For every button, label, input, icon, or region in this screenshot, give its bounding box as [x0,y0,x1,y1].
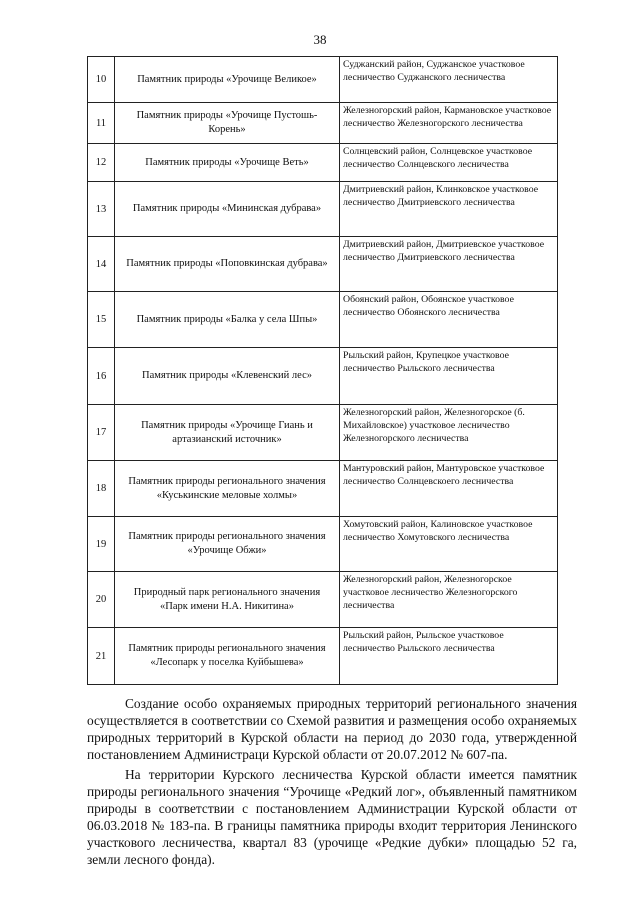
row-number: 20 [88,572,115,628]
table-row [88,461,558,517]
row-number: 17 [88,405,115,461]
area-location: Рыльский район, Рыльское участковое лесничество Рыльского лесничества [340,628,558,685]
area-location: Суджанский район, Суджанское участковое лесничество Суджанского лесничества [340,57,558,103]
area-name: Памятник природы «Урочище Пустошь-Корень» [115,103,340,144]
area-name: Памятник природы «Клевенский лес» [115,348,340,405]
area-location: Рыльский район, Крупецкое участковое лесничество Рыльского лесничества [340,348,558,405]
area-location: Железногорский район, Железногорское (б. Михайловское) участковое лесничество Железногорского лесничества [340,405,558,461]
area-name: Природный парк регионального значения «Парк имени Н.А. Никитина» [115,572,340,628]
table-row [88,348,558,405]
row-number: 21 [88,628,115,685]
area-location: Железногорский район, Кармановское участковое лесничество Железногорского лесничества [340,103,558,144]
row-number: 12 [88,144,115,182]
area-name: Памятник природы «Мининская дубрава» [115,182,340,237]
table-row [88,292,558,348]
table-body [88,57,558,685]
area-location: Дмитриевский район, Клинковское участковое лесничество Дмитриевского лесничества [340,182,558,237]
table-row [88,144,558,182]
area-location: Железногорский район, Железногорское участковое лесничество Железногорского лесничества [340,572,558,628]
table-row [88,628,558,685]
row-number: 16 [88,348,115,405]
table-row [88,517,558,572]
row-number: 10 [88,57,115,103]
protected-areas-table [87,56,558,685]
table-row [88,57,558,103]
row-number: 18 [88,461,115,517]
row-number: 11 [88,103,115,144]
body-text [87,695,577,868]
area-name: Памятник природы «Урочище Веть» [115,144,340,182]
area-location: Солнцевский район, Солнцевское участковое лесничество Солнцевского лесничества [340,144,558,182]
area-location: Обоянский район, Обоянское участковое лесничество Обоянского лесничества [340,292,558,348]
area-name: Памятник природы регионального значения «Урочище Обжи» [115,517,340,572]
area-name: Памятник природы регионального значения «Лесопарк у поселка Куйбышева» [115,628,340,685]
area-location: Дмитриевский район, Дмитриевское участковое лесничество Дмитриевского лесничества [340,237,558,292]
area-name: Памятник природы «Поповкинская дубрава» [115,237,340,292]
area-name: Памятник природы «Урочище Великое» [115,57,340,103]
paragraph: Создание особо охраняемых природных территорий регионального значения осуществляется в соответствии со Схемой развития и размещения особо охраняемых природных территорий в Курской области на период до 2030 года, утвержденной постановлением Администраци Курской области от 20.07.2012 № 607-па. [87,696,577,762]
area-name: Памятник природы «Урочище Гиань и артазианский источник» [115,405,340,461]
page-number: 38 [313,32,327,47]
area-name: Памятник природы «Балка у села Шпы» [115,292,340,348]
table-row [88,103,558,144]
table-row [88,237,558,292]
paragraph: На территории Курского лесничества Курской области имеется памятник природы регионального значения “Урочище «Редкий лог», объявленный памятником природы в соответствии с постановлением Администрации Курской области от 06.03.2018 № 183-па. В границы памятника природы входит территория Ленинского участкового лесничества, квартал 83 (урочище «Редкие дубки» площадью 52 га, земли лесного фонда). [87,767,577,867]
row-number: 14 [88,237,115,292]
table-row [88,405,558,461]
row-number: 15 [88,292,115,348]
table-row [88,572,558,628]
row-number: 19 [88,517,115,572]
area-location: Мантуровский район, Мантуровское участковое лесничество Солнцевскоего лесничества [340,461,558,517]
area-name: Памятник природы регионального значения «Куськинские меловые холмы» [115,461,340,517]
table-row [88,182,558,237]
row-number: 13 [88,182,115,237]
area-location: Хомутовский район, Калиновское участковое лесничество Хомутовского лесничества [340,517,558,572]
